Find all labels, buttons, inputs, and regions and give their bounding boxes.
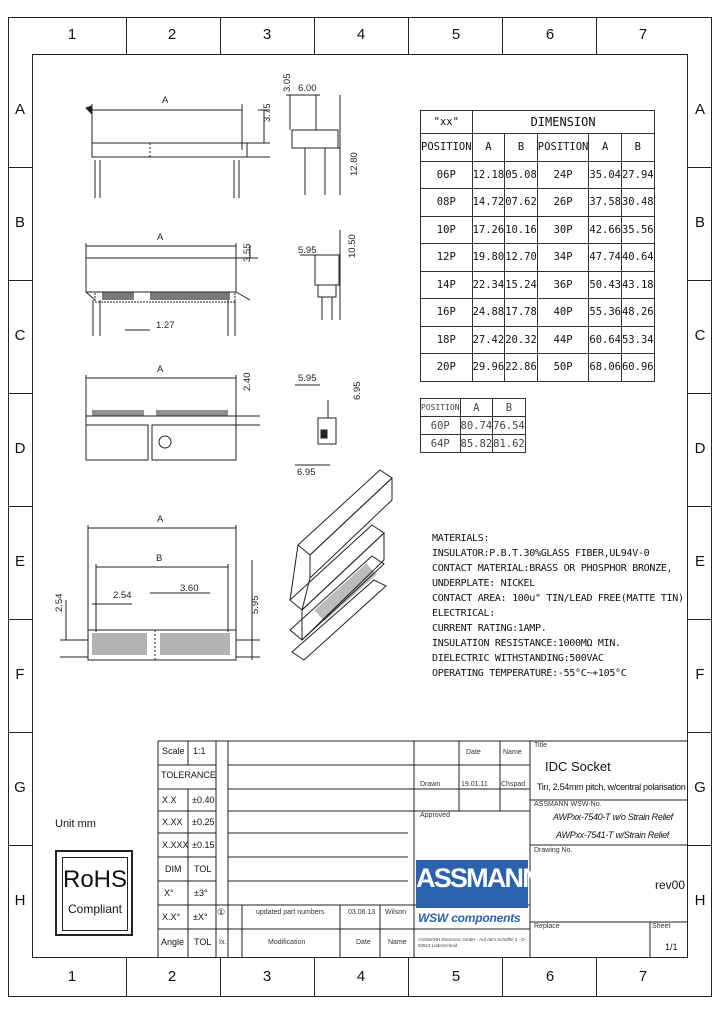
dim-label: 3.55 — [242, 243, 253, 262]
drawn-name: Chspad — [501, 781, 526, 788]
cell: 14P — [421, 271, 473, 299]
index-header: Ix. — [219, 939, 227, 946]
part-number-1: AWPxx-7540-T w/o Strain Relief — [553, 812, 673, 822]
cell: 07.62 — [505, 189, 538, 217]
cell: 48.26 — [621, 299, 654, 327]
drawn-date: 19.01.11 — [461, 781, 488, 788]
cell: 85.82 — [460, 435, 493, 453]
dim-label: B — [156, 553, 163, 564]
note-line: CONTACT MATERIAL:BRASS OR PHOSPHOR BRONZE, — [432, 563, 673, 574]
assmann-logo — [416, 860, 540, 908]
dim-label: 3.75 — [262, 103, 273, 122]
cell: 40P — [537, 299, 589, 327]
grid-row-label: A — [14, 101, 25, 118]
rev-name: Wilson — [385, 909, 407, 916]
cell: 81.62 — [493, 435, 526, 453]
cell: 22.34 — [472, 271, 505, 299]
name-header: Name — [503, 749, 522, 756]
grid-row-label: F — [695, 666, 705, 683]
table-header: A — [472, 134, 505, 162]
tol-value: ±0.25 — [192, 817, 215, 827]
cell: 20P — [421, 354, 473, 382]
dim-label: 2.54 — [113, 590, 132, 601]
cell: 20.32 — [505, 326, 538, 354]
cell: 53.34 — [621, 326, 654, 354]
logo-brand: ASSMANN — [416, 863, 540, 893]
cell: 60.64 — [589, 326, 622, 354]
tol-key: X.X — [162, 795, 177, 805]
tolerance-label: TOLERANCE — [161, 770, 216, 780]
grid-row-label: C — [694, 327, 706, 344]
grid-row-label: G — [14, 779, 26, 796]
logo-fine-print: ASSMANN Electronic GmbH · Auf dem Schüffel 3 · D-58513 Lüdenscheid — [418, 937, 526, 948]
cell: 80.74 — [460, 417, 493, 435]
dim-label: 6.95 — [352, 381, 363, 400]
grid-row-label: G — [694, 779, 706, 796]
grid-column-label: 3 — [262, 26, 272, 43]
dim-label: 5.95 — [298, 373, 317, 384]
drawing-subtitle: Tin, 2.54mm pitch, w/central polarisation — [537, 782, 686, 792]
cell: 37.58 — [589, 189, 622, 217]
note-line: DIELECTRIC WITHSTANDING:500VAC — [432, 653, 604, 664]
tol-value: ±X° — [193, 912, 208, 922]
cell: 60.96 — [621, 354, 654, 382]
date-header: Date — [466, 749, 481, 756]
tol-value: ±0.15 — [192, 840, 215, 850]
dim-label: 6.95 — [297, 467, 316, 478]
dim-label: 2.54 — [54, 593, 65, 612]
cell: 10P — [421, 216, 473, 244]
dimension-title: DIMENSION — [472, 111, 654, 134]
tol-value: ±3° — [194, 888, 208, 898]
dim-label: 6.00 — [298, 83, 317, 94]
modification-header: Modification — [268, 939, 306, 946]
rev-index: ① — [217, 907, 226, 917]
grid-column-label: 4 — [356, 968, 366, 985]
cell: 12P — [421, 244, 473, 272]
cell: 16P — [421, 299, 473, 327]
cell: 26P — [537, 189, 589, 217]
grid-row-label: A — [694, 101, 705, 118]
cell: 27.94 — [621, 161, 654, 189]
note-line: INSULATION RESISTANCE:1000MΩ MIN. — [432, 638, 621, 649]
part-number-2: AWPxx-7541-T w/Strain Relief — [556, 830, 669, 840]
cell: 24.88 — [472, 299, 505, 327]
dim-label: 3.05 — [282, 73, 293, 92]
dim-label: A — [157, 232, 164, 243]
grid-row-label: E — [694, 553, 705, 570]
rohs-subtitle: Compliant — [67, 902, 123, 916]
drawing-title: IDC Socket — [545, 759, 611, 774]
grid-column-label: 4 — [356, 26, 366, 43]
cell: 10.16 — [505, 216, 538, 244]
table-header: B — [493, 399, 526, 417]
grid-row-label: H — [14, 892, 26, 909]
date-header-2: Date — [356, 939, 371, 946]
dim-label: A — [162, 95, 169, 106]
cell: 44P — [537, 326, 589, 354]
cell: 22.86 — [505, 354, 538, 382]
note-line: UNDERPLATE: NICKEL — [432, 578, 535, 589]
cell: 55.36 — [589, 299, 622, 327]
note-line: CURRENT RATING:1AMP. — [432, 623, 547, 634]
cell: 18P — [421, 326, 473, 354]
grid-row-label: C — [14, 327, 26, 344]
cell: 60P — [421, 417, 461, 435]
cell: 34P — [537, 244, 589, 272]
table-header: POSITION — [537, 134, 589, 162]
cell: 35.56 — [621, 216, 654, 244]
grid-column-label: 6 — [545, 968, 555, 985]
note-line: INSULATOR:P.B.T.30%GLASS FIBER,UL94V-0 — [432, 548, 650, 559]
cell: 30.48 — [621, 189, 654, 217]
tol-value: TOL — [194, 937, 212, 947]
tol-key: X.XX — [162, 817, 183, 827]
cell: 43.18 — [621, 271, 654, 299]
dim-label: A — [157, 364, 164, 375]
unit-label: Unit mm — [55, 818, 96, 830]
xx-label: "xx" — [421, 111, 473, 134]
approved-label: Approved — [420, 812, 450, 819]
cell: 14.72 — [472, 189, 505, 217]
grid-row-label: F — [15, 666, 25, 683]
sheet-label: Sheet — [652, 923, 671, 930]
grid-row-label: E — [14, 553, 25, 570]
name-header-2: Name — [388, 939, 407, 946]
cell: 29.96 — [472, 354, 505, 382]
cell: 76.54 — [493, 417, 526, 435]
cell: 12.18 — [472, 161, 505, 189]
drawn-label: Drawn — [420, 781, 441, 788]
dim-label: 5.95 — [250, 595, 261, 614]
cell: 24P — [537, 161, 589, 189]
grid-row-label: D — [694, 440, 706, 457]
cell: 50P — [537, 354, 589, 382]
cell: 68.06 — [589, 354, 622, 382]
grid-column-label: 6 — [545, 26, 555, 43]
tol-key: Angle — [161, 937, 185, 947]
cell: 08P — [421, 189, 473, 217]
tol-key: X° — [164, 888, 174, 898]
grid-column-label: 5 — [451, 968, 461, 985]
cell: 42.66 — [589, 216, 622, 244]
table-header: B — [505, 134, 538, 162]
cell: 12.70 — [505, 244, 538, 272]
rev-text: updated part numbers — [256, 909, 325, 916]
table-header: POSITION — [421, 399, 461, 417]
sheet-number: 1/1 — [665, 942, 678, 952]
grid-column-label: 3 — [262, 968, 272, 985]
grid-row-label: H — [694, 892, 706, 909]
cell: 30P — [537, 216, 589, 244]
note-line: MATERIALS: — [432, 533, 490, 544]
dim-label: A — [157, 514, 164, 525]
assmann-no-label: ASSMANN WSW-No. — [534, 801, 602, 808]
cell: 36P — [537, 271, 589, 299]
grid-column-label: 5 — [451, 26, 461, 43]
dim-label: 12.80 — [349, 152, 360, 176]
grid-row-label: B — [694, 214, 705, 231]
cell: 35.04 — [589, 161, 622, 189]
table-header: A — [589, 134, 622, 162]
grid-column-label: 2 — [167, 968, 177, 985]
cell: 17.26 — [472, 216, 505, 244]
cell: 06P — [421, 161, 473, 189]
cell: 27.42 — [472, 326, 505, 354]
tol-key: X.XXX — [162, 840, 189, 850]
cell: 50.43 — [589, 271, 622, 299]
grid-row-label: D — [14, 440, 26, 457]
dim-label: 1.27 — [156, 320, 175, 331]
note-line: CONTACT AREA: 100u" TIN/LEAD FREE(MATTE TIN) — [432, 593, 684, 604]
scale-label: Scale — [162, 746, 185, 756]
tol-key: X.X° — [162, 912, 181, 922]
grid-column-label: 7 — [638, 968, 648, 985]
cell: 05.08 — [505, 161, 538, 189]
title-label: Title — [534, 742, 547, 749]
tol-key: DIM — [165, 864, 182, 874]
cell: 19.80 — [472, 244, 505, 272]
dim-label: 10.50 — [347, 234, 358, 258]
grid-column-label: 7 — [638, 26, 648, 43]
replace-label: Replace — [534, 923, 560, 930]
grid-row-label: B — [14, 214, 25, 231]
cell: 40.64 — [621, 244, 654, 272]
logo-subtitle: WSW components — [418, 911, 521, 925]
cell: 47.74 — [589, 244, 622, 272]
revision: rev00 — [655, 878, 686, 892]
note-line: OPERATING TEMPERATURE:-55°C~+105°C — [432, 668, 627, 679]
dim-label: 5.95 — [298, 245, 317, 256]
grid-column-label: 2 — [167, 26, 177, 43]
cell: 15.24 — [505, 271, 538, 299]
dim-label: 2.40 — [242, 372, 253, 391]
scale-value: 1:1 — [193, 746, 206, 756]
table-header: POSITION — [421, 134, 473, 162]
drawing-no-label: Drawing No. — [534, 847, 573, 854]
tol-value: TOL — [194, 864, 212, 874]
note-line: ELECTRICAL: — [432, 608, 495, 619]
table-header: A — [460, 399, 493, 417]
grid-column-label: 1 — [67, 26, 77, 43]
dim-label: 3.60 — [180, 583, 199, 594]
tol-value: ±0.40 — [192, 795, 215, 805]
cell: 64P — [421, 435, 461, 453]
grid-column-label: 1 — [67, 968, 77, 985]
rev-date: 03.06.13 — [348, 909, 376, 916]
rohs-title: RoHS — [63, 866, 128, 893]
table-header: B — [621, 134, 654, 162]
cell: 17.78 — [505, 299, 538, 327]
